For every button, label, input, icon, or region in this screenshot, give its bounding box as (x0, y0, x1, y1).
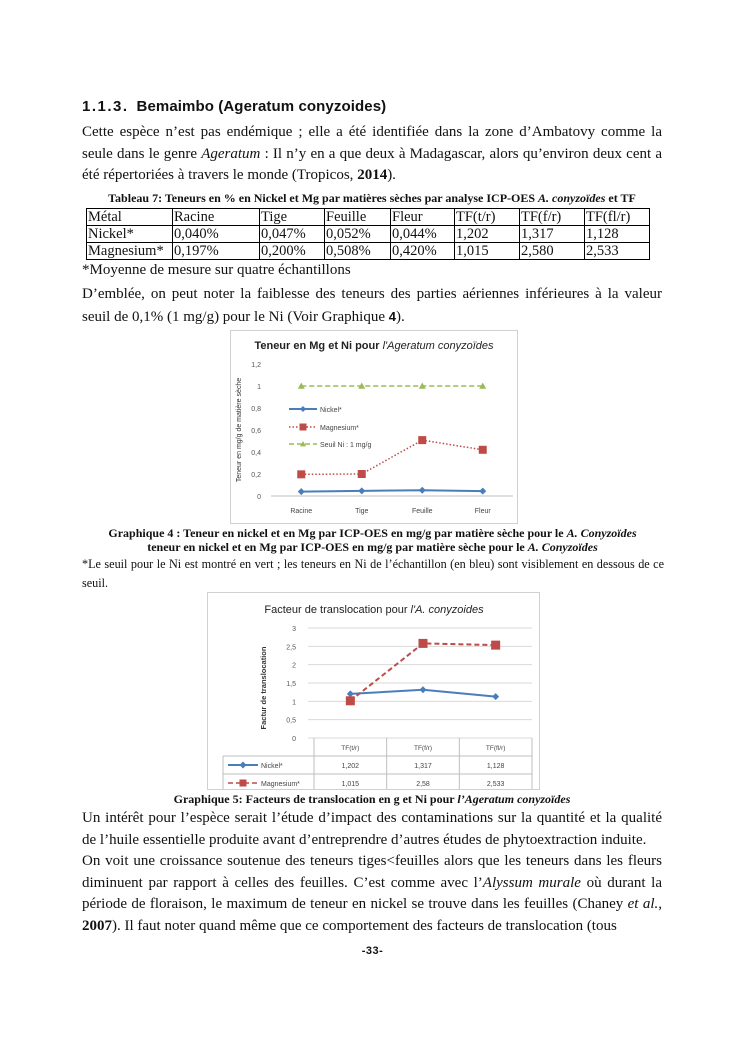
table-footnote: *Moyenne de mesure sur quatre échantillons (82, 262, 351, 278)
chart-translocation-factor (207, 592, 540, 790)
table-caption-text: Tableau 7: Teneurs en % en Nickel et Mg par matières sèches par analyse ICP-OES (108, 191, 539, 205)
graph4-caption-species: A. Conyzoïdes (566, 526, 637, 540)
diamond-marker-icon (419, 487, 426, 494)
table-cell: Nickel* (87, 226, 173, 243)
paragraph-4-text: ). Il faut noter quand même que ce comportement des facteurs de translocation (tous (112, 917, 617, 934)
table-caption (82, 191, 662, 205)
svg-text:0,6: 0,6 (251, 428, 261, 435)
paragraph-2-end: ). (395, 308, 405, 325)
graph5-caption (82, 792, 662, 806)
graph4-caption (60, 526, 685, 554)
paragraph-4-text: où durant la période de floraison, le maximum de teneur en nickel se trouve dans les feuilles (Chaney (82, 874, 662, 913)
table-cell: 1,317 (520, 226, 585, 243)
table-caption-species: A. conyzoïdes (538, 191, 606, 205)
svg-text:1,317: 1,317 (414, 763, 432, 770)
graph5-caption-species: l’Ageratum conyzoïdes (457, 792, 571, 806)
paragraph-4 (82, 851, 662, 937)
table-cell: 0,420% (391, 243, 455, 260)
diamond-marker-icon (358, 487, 365, 494)
svg-text:2,533: 2,533 (486, 781, 505, 788)
svg-text:TF(fl/r): TF(fl/r) (485, 745, 506, 752)
svg-text:0,8: 0,8 (251, 406, 261, 413)
svg-text:Facteur de translocation pour: Facteur de translocation pour l'A. conyzoides (264, 604, 484, 616)
citation-year: 2014 (357, 167, 388, 184)
paragraph-2-text: D’emblée, on peut noter la faiblesse des teneurs des parties aériennes inférieures à la valeur seuil de 0,1% (1 mg/g) pour le Ni (Voir Graphique (82, 286, 662, 325)
graph-reference: 4 (388, 308, 396, 324)
svg-text:1,5: 1,5 (286, 681, 296, 688)
intro-text-2: : Il n’y en a que deux à Madagascar, alors qu’environ deux cent a été répertoriées à travers le monde (Tropicos, (82, 145, 662, 184)
square-marker-icon (240, 780, 247, 787)
paragraph-4-text: , (658, 896, 662, 913)
graph4-caption-line2 (60, 540, 685, 554)
table-caption-end: et TF (605, 191, 636, 205)
intro-text-1: Cette espèce n’est pas endémique ; elle a été identifiée dans la zone d’Ambatovy comme la seule dans le genre (82, 124, 662, 162)
graph4-caption-text: teneur en nickel et en Mg par ICP-OES en mg/g par matière sèche pour le (147, 540, 528, 554)
table-cell: 1,015 (455, 243, 520, 260)
table-cell: 0,052% (325, 226, 391, 243)
square-marker-icon (418, 436, 426, 444)
square-marker-icon (479, 446, 487, 454)
et-al: et al. (627, 896, 659, 913)
square-marker-icon (300, 424, 307, 431)
svg-text:TF(t/r): TF(t/r) (341, 745, 360, 752)
header-cell: Tige (260, 209, 325, 226)
intro-paragraph (82, 122, 662, 187)
header-cell: Fleur (391, 209, 455, 226)
table-row (87, 243, 650, 260)
svg-text:Nickel*: Nickel* (261, 763, 283, 770)
diamond-marker-icon (420, 686, 427, 693)
chart-1-canvas (231, 331, 517, 523)
svg-text:Racine: Racine (290, 508, 313, 515)
table-cell: 0,040% (173, 226, 260, 243)
svg-text:1: 1 (292, 699, 296, 707)
table-cell: 0,044% (391, 226, 455, 243)
table-cell: 0,197% (173, 243, 260, 260)
graph4-caption-line1 (60, 526, 685, 540)
header-cell: Feuille (325, 209, 391, 226)
square-marker-icon (346, 696, 355, 705)
chart-nickel-magnesium (230, 330, 518, 524)
header-cell: TF(f/r) (520, 209, 585, 226)
svg-text:Fleur: Fleur (474, 508, 491, 515)
table-cell: 1,128 (585, 226, 650, 243)
table-cell: 0,200% (260, 243, 325, 260)
svg-text:1,2: 1,2 (251, 362, 261, 369)
table-cell: 0,047% (260, 226, 325, 243)
diamond-marker-icon (298, 488, 305, 495)
paragraph-2 (82, 284, 662, 328)
table-cell: 0,508% (325, 243, 391, 260)
table-cell: 2,533 (585, 243, 650, 260)
table-cell: 1,202 (455, 226, 520, 243)
svg-text:0,4: 0,4 (251, 450, 261, 457)
svg-text:Teneur en Mg et Ni pour l'Ager: Teneur en Mg et Ni pour l'Ageratum conyzoïdes (254, 340, 494, 352)
square-marker-icon (419, 639, 428, 648)
chart-2-canvas (208, 593, 539, 789)
svg-text:1,202: 1,202 (341, 763, 360, 770)
diamond-marker-icon (492, 693, 499, 700)
square-marker-icon (358, 470, 366, 478)
svg-text:TF(f/r): TF(f/r) (413, 745, 433, 752)
genus-name: Ageratum (201, 145, 261, 162)
svg-text:Teneur en mg/g de matière sèch: Teneur en mg/g de matière sèche (236, 377, 243, 483)
paragraph-4-text: On voit une croissance soutenue des teneurs tiges<feuilles alors que les teneurs dans les fleurs diminuent par rapport à celles des feuilles. C’est comme avec l’ (82, 853, 662, 891)
species-name: Alyssum murale (482, 874, 581, 891)
square-marker-icon (297, 470, 305, 478)
graph4-note: *Le seuil pour le Ni est montré en vert ; les teneurs en Ni de l’échantillon (en bleu) sont visiblement en dessous de ce seuil. (82, 557, 664, 590)
table-cell: Magnesium* (87, 243, 173, 260)
section-number: 1.1.3. (82, 98, 129, 115)
diamond-marker-icon (300, 406, 306, 412)
header-cell: TF(fl/r) (585, 209, 650, 226)
diamond-marker-icon (479, 488, 486, 495)
page-number: -33- (361, 945, 384, 957)
svg-text:2,58: 2,58 (416, 781, 430, 788)
svg-text:Factur de translocation: Factur de translocation (259, 646, 268, 730)
diamond-marker-icon (240, 762, 247, 769)
svg-text:0,2: 0,2 (251, 472, 261, 479)
svg-text:1,015: 1,015 (341, 781, 360, 788)
square-marker-icon (491, 641, 500, 650)
header-cell: TF(t/r) (455, 209, 520, 226)
svg-text:1: 1 (257, 384, 261, 391)
paragraph-3: Un intérêt pour l’espèce serait l’étude d’impact des contaminations sur la quantité et la qualité de l’huile essentielle produite avant d’entreprendre d’autres études de phytoextraction induite. (82, 810, 662, 848)
table-header-row (87, 209, 650, 226)
svg-text:3: 3 (292, 626, 296, 633)
svg-text:Tige: Tige (355, 508, 369, 515)
svg-text:Magnesium*: Magnesium* (261, 781, 300, 788)
table-cell: 2,580 (520, 243, 585, 260)
intro-text-3: ). (387, 167, 396, 184)
svg-text:0,5: 0,5 (286, 717, 296, 725)
svg-text:Feuille: Feuille (411, 508, 433, 515)
svg-text:0: 0 (292, 736, 296, 743)
svg-text:0: 0 (257, 494, 261, 501)
svg-text:2,5: 2,5 (286, 644, 296, 652)
section-title: Bemaimbo (Ageratum conyzoides) (136, 98, 387, 115)
graph5-caption-text: Graphique 5: Facteurs de translocation en g et Ni pour (173, 792, 458, 806)
svg-text:Seuil Ni : 1 mg/g: Seuil Ni : 1 mg/g (320, 442, 372, 449)
header-cell: Métal (87, 209, 173, 226)
data-table (86, 208, 650, 260)
graph4-caption-species: A. Conyzoïdes (527, 540, 598, 554)
citation-year: 2007 (82, 917, 112, 934)
graph4-caption-text: Graphique 4 : Teneur en nickel et en Mg par ICP-OES en mg/g par matière sèche pour le (108, 526, 567, 540)
table-row (87, 226, 650, 243)
svg-text:1,128: 1,128 (486, 763, 505, 770)
section-heading (82, 98, 386, 115)
svg-text:Nickel*: Nickel* (320, 407, 342, 414)
svg-text:Magnesium*: Magnesium* (320, 425, 359, 432)
header-cell: Racine (173, 209, 260, 226)
svg-text:2: 2 (292, 662, 296, 670)
